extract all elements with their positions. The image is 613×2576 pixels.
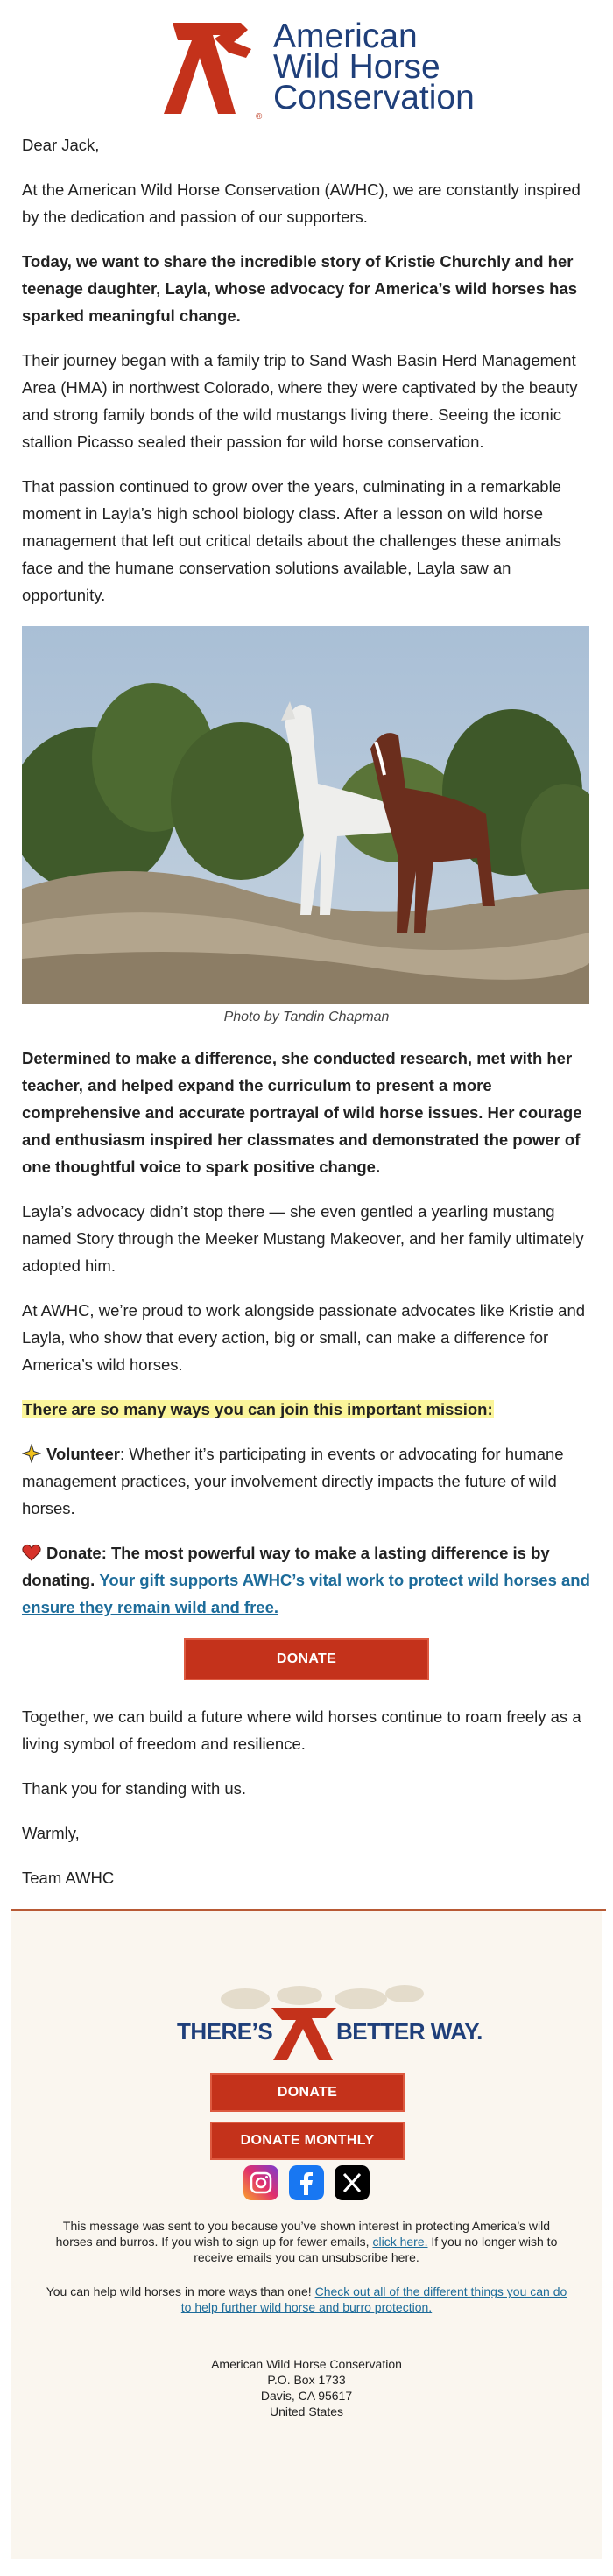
paragraph-thanks: Thank you for standing with us. — [22, 1779, 247, 1798]
ways-to-join — [22, 1396, 591, 1423]
paragraph-story-lead: Today, we want to share the incredible story of Kristie Churchly and her teenage daughter, Layla, whose advocacy for America’s wild horses has sparked meaningful change. — [22, 252, 578, 325]
help-text — [46, 2284, 567, 2315]
logo-line-1: American — [273, 18, 418, 55]
paragraph-passion: That passion continued to grow over the years, culminating in a remarkable moment in Layla’s high school biology class. After a lesson on wild horse management that left out critical details about the challenges these animals face and the humane conservation solutions available, Layla saw an opportunity. — [22, 477, 562, 604]
tagline-right: BETTER WAY. — [336, 2018, 483, 2045]
donate-button-row — [22, 1638, 591, 1680]
footer-donate-button[interactable]: DONATE — [210, 2073, 405, 2112]
horses-photo — [22, 626, 589, 1004]
footer — [11, 1911, 602, 2559]
volunteer-item — [22, 1440, 591, 1522]
header — [0, 0, 613, 131]
notice-text-part2: If you no longer wish to receive emails you can unsubscribe here. — [194, 2235, 558, 2264]
tagline-left: THERE’S — [177, 2018, 273, 2045]
address-name: American Wild Horse Conservation — [211, 2357, 402, 2371]
mailing-address — [46, 2356, 567, 2419]
photo-caption: Photo by Tandin Chapman — [223, 1010, 390, 1024]
paragraph-future: Together, we can build a future where wild horses continue to roam freely as a living symbol of freedom and resilience. — [22, 1707, 581, 1753]
facebook-icon[interactable] — [289, 2165, 324, 2200]
notice-text-part1: This message was sent to you because you’ve shown interest in protecting America’s wild horses and burros. If you wish to sign up for fewer emails, — [55, 2219, 551, 2249]
closing: Warmly, — [22, 1824, 80, 1842]
x-icon[interactable] — [335, 2165, 370, 2200]
signature: Team AWHC — [22, 1869, 115, 1887]
instagram-icon[interactable] — [243, 2165, 278, 2200]
address-city: Davis, CA 95617 — [260, 2389, 353, 2403]
help-text-lead: You can help wild horses in more ways than one! — [46, 2284, 312, 2298]
tagline-logo — [11, 1981, 602, 2060]
heart-icon — [22, 1543, 41, 1562]
paragraph-journey: Their journey began with a family trip to Sand Wash Basin Herd Management Area (HMA) in northwest Colorado, where they were captivated by the beauty and strong family bonds of the wild mustangs living there. Seeing the iconic stallion Picasso sealed their passion for wild horse conservation. — [22, 351, 578, 451]
paragraph-proud: At AWHC, we’re proud to work alongside passionate advocates like Kristie and Layla, who show that every action, big or small, can make a difference for America’s wild horses. — [22, 1301, 586, 1374]
logo-line-2: Wild Horse — [273, 48, 440, 86]
address-po-box: P.O. Box 1733 — [267, 2373, 346, 2387]
horse-logo-icon — [160, 23, 261, 114]
address-country: United States — [269, 2404, 344, 2418]
donate-text: : The most powerful way to make a lasting difference is by donating. — [22, 1544, 550, 1589]
donate-button[interactable]: DONATE — [184, 1638, 429, 1680]
fewer-emails-link[interactable]: click here. — [372, 2235, 428, 2249]
highlighted-heading: There are so many ways you can join this important mission: — [23, 1400, 493, 1418]
paragraph-mustang: Layla’s advocacy didn’t stop there — she even gentled a yearling mustang named Story through the Meeker Mustang Makeover, and her family ultimately adopted him. — [22, 1202, 584, 1275]
donate-link[interactable]: Your gift supports AWHC’s vital work to protect wild horses and ensure they remain wild and free. — [22, 1571, 590, 1616]
paragraph-intro: At the American Wild Horse Conservation (AWHC), we are constantly inspired by the dedication and passion of our supporters. — [22, 180, 581, 226]
volunteer-text: : Whether it’s participating in events or advocating for humane management practices, your involvement directly impacts the future of wild horses. — [22, 1445, 564, 1517]
donate-label: Donate — [46, 1544, 102, 1562]
notice-text — [46, 2218, 567, 2265]
greeting: Dear Jack, — [22, 136, 100, 154]
logo-line-3: Conservation — [273, 79, 475, 116]
social-links — [11, 2165, 602, 2200]
paragraph-research: Determined to make a difference, she conducted research, met with her teacher, and helped expand the curriculum to present a more comprehensive and accurate portrayal of wild horse issues. Her courage and enthusiasm inspired her classmates and demonstrated the power of one thoughtful voice to spark positive change. — [22, 1049, 582, 1176]
help-link[interactable]: Check out all of the different things you can do to help further wild horse and burro protection. — [180, 2284, 567, 2314]
logo-wordmark — [273, 18, 475, 116]
volunteer-label: Volunteer — [46, 1445, 120, 1463]
registered-mark: ® — [256, 112, 263, 122]
footer-donate-monthly-button[interactable]: DONATE MONTHLY — [210, 2122, 405, 2160]
email-body — [0, 131, 613, 1891]
sparkle-icon — [22, 1444, 41, 1463]
donate-item — [22, 1539, 591, 1621]
